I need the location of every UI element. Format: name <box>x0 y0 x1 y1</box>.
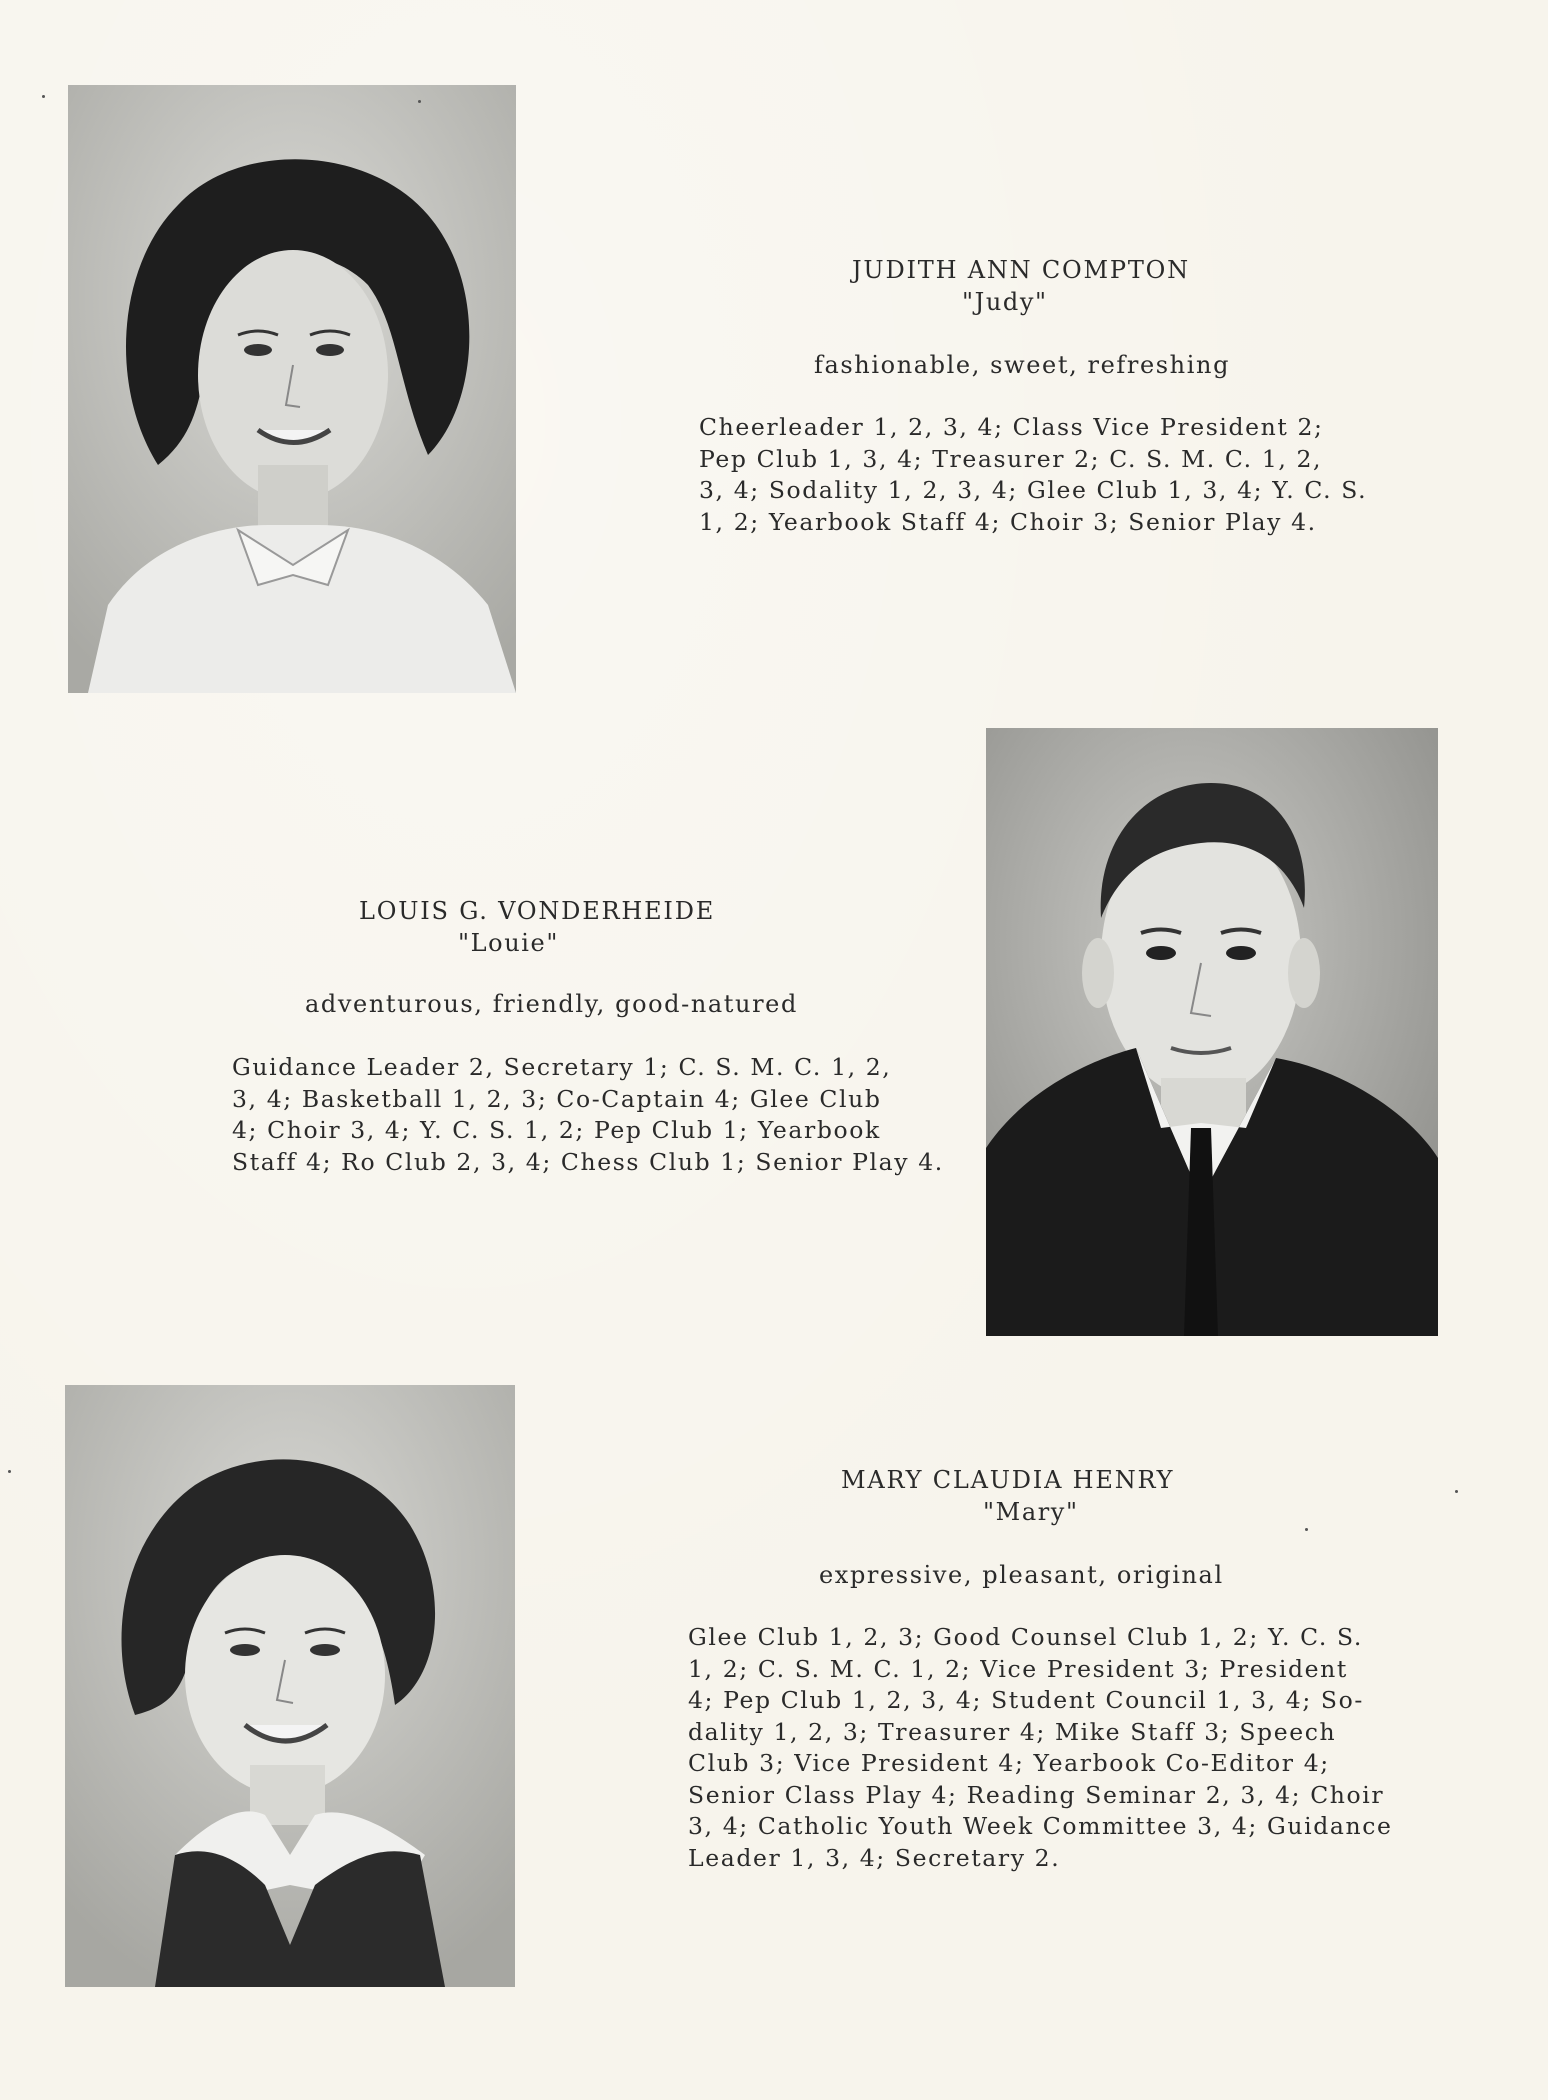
scan-speck <box>1455 1490 1458 1493</box>
student-traits: expressive, pleasant, original <box>819 1561 1224 1589</box>
scan-speck <box>42 95 45 98</box>
student-name: MARY CLAUDIA HENRY <box>841 1466 1175 1494</box>
activities-line: 4; Pep Club 1, 2, 3, 4; Student Council 1, 3, 4; So- <box>688 1686 1364 1714</box>
student-nickname: "Louie" <box>458 929 560 957</box>
activities-line: dality 1, 2, 3; Treasurer 4; Mike Staff 3; Speech <box>688 1717 1337 1746</box>
student-photo-louis <box>986 728 1438 1336</box>
student-nickname: "Judy" <box>962 288 1048 316</box>
activities-line: 4; Choir 3, 4; Y. C. S. 1, 2; Pep Club 1; Yearbook <box>232 1116 881 1144</box>
student-photo-judith <box>68 85 516 693</box>
activities-line: Club 3; Vice President 4; Yearbook Co-Editor 4; <box>688 1749 1330 1777</box>
scan-speck <box>1305 1528 1308 1531</box>
activities-line: 1, 2; Yearbook Staff 4; Choir 3; Senior Play 4. <box>699 507 1317 536</box>
student-activities <box>232 1052 944 1178</box>
scan-speck <box>8 1470 11 1473</box>
student-nickname: "Mary" <box>983 1498 1079 1526</box>
activities-line: Glee Club 1, 2, 3; Good Counsel Club 1, 2; Y. C. S. <box>688 1623 1363 1651</box>
student-name: JUDITH ANN COMPTON <box>852 256 1190 284</box>
student-activities <box>699 412 1367 538</box>
scan-speck <box>418 100 421 103</box>
activities-line: 1, 2; C. S. M. C. 1, 2; Vice President 3; President <box>688 1654 1348 1683</box>
activities-line: Leader 1, 3, 4; Secretary 2. <box>688 1843 1061 1872</box>
student-traits: adventurous, friendly, good-natured <box>305 990 798 1018</box>
activities-line: 3, 4; Basketball 1, 2, 3; Co-Captain 4; Glee Club <box>232 1084 882 1113</box>
activities-line: Senior Class Play 4; Reading Seminar 2, 3, 4; Choir <box>688 1780 1385 1809</box>
student-traits: fashionable, sweet, refreshing <box>814 351 1231 379</box>
activities-line: Pep Club 1, 3, 4; Treasurer 2; C. S. M. C. 1, 2, <box>699 444 1323 473</box>
student-name: LOUIS G. VONDERHEIDE <box>359 897 716 925</box>
activities-line: Staff 4; Ro Club 2, 3, 4; Chess Club 1; Senior Play 4. <box>232 1147 944 1176</box>
student-photo-mary <box>65 1385 515 1987</box>
activities-line: Cheerleader 1, 2, 3, 4; Class Vice President 2; <box>699 413 1324 441</box>
activities-line: 3, 4; Sodality 1, 2, 3, 4; Glee Club 1, 3, 4; Y. C. S. <box>699 476 1368 504</box>
activities-line: Guidance Leader 2, Secretary 1; C. S. M. C. 1, 2, <box>232 1053 892 1081</box>
student-activities <box>688 1622 1392 1874</box>
activities-line: 3, 4; Catholic Youth Week Committee 3, 4; Guidance <box>688 1812 1393 1840</box>
